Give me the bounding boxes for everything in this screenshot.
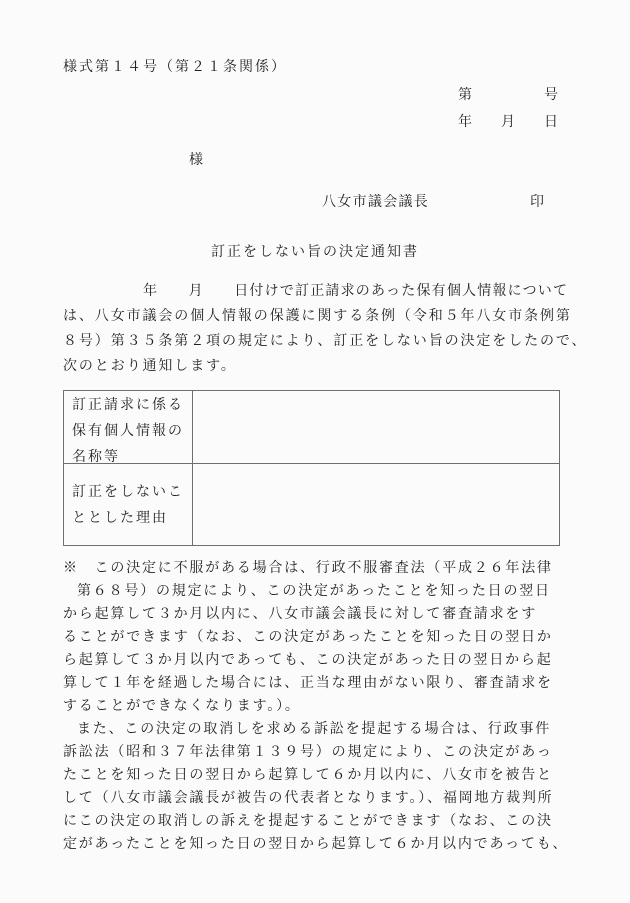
table-label-line: ととした理由 [72, 509, 168, 526]
date-year-label: 年 [458, 114, 472, 130]
document-number-line [458, 84, 558, 104]
body-line: 次のとおり通知します。 [63, 358, 237, 374]
table-value-cell-personal-info-name [193, 391, 559, 464]
note-line: 訴訟法（昭和３７年法律第１３９号）の規定により、この決定があっ [63, 744, 553, 760]
sender-title: 八女市議会議長 [322, 194, 430, 210]
document-number-prefix: 第 [458, 87, 472, 103]
note-line: することができなくなります。）。 [63, 698, 301, 714]
date-line [458, 111, 558, 131]
table-value-cell-reason [193, 464, 559, 545]
table-label-line: 名称等 [72, 449, 120, 465]
seal-placeholder: 印 [530, 194, 544, 210]
document-number-suffix: 号 [544, 87, 558, 103]
note-line: から起算して３か月以内に、八女市議会議長に対して審査請求をす [63, 606, 537, 622]
addressee-honorific: 様 [189, 152, 205, 168]
note-line: して（八女市議会議長が被告の代表者となります。）、福岡地方裁判所 [63, 790, 554, 806]
body-paragraph [63, 279, 593, 379]
table-label-line: 保有個人情報の [72, 423, 184, 439]
table-label-line: 訂正をしないこ [72, 483, 184, 500]
details-table [63, 390, 560, 546]
body-line: 年 月 日付けで訂正請求のあった保有個人情報について [143, 283, 569, 299]
note-line: ら起算して３か月以内であっても、この決定があった日の翌日から起 [63, 652, 553, 668]
body-line: ８号）第３５条第２項の規定により、訂正をしない旨の決定をしたので、 [63, 333, 588, 349]
body-line: は、八女市議会の個人情報の保護に関する条例（令和５年八女市条例第 [63, 308, 572, 324]
note-line: 算して１年を経過した場合には、正当な理由がない限り、審査請求を [63, 675, 553, 691]
date-month-label: 月 [501, 114, 515, 130]
table-label-cell-personal-info-name [64, 391, 193, 464]
table-label-line: 訂正請求に係る [72, 397, 184, 413]
note-line: また、この決定の取消しを求める訴訟を提起する場合は、行政事件 [77, 721, 551, 737]
document-title: 訂正をしない旨の決定通知書 [211, 244, 419, 260]
note-line: ※ この決定に不服がある場合は、行政不服審査法（平成２６年法律 [63, 560, 553, 576]
date-day-label: 日 [544, 114, 558, 130]
note-line: 第６８号）の規定により、この決定があったことを知った日の翌日 [77, 583, 551, 599]
note-line: ることができます（なお、この決定があったことを知った日の翌日か [63, 629, 553, 645]
note-line: 定があったことを知った日の翌日から起算して６か月以内であっても、 [63, 836, 569, 852]
form-number-label: 様式第１４号（第２１条関係） [63, 59, 287, 75]
notes-paragraph [63, 557, 603, 856]
table-label-cell-reason [64, 464, 193, 545]
note-line: にこの決定の取消しの訴えを提起することができます（なお、この決 [63, 813, 553, 829]
note-line: たことを知った日の翌日から起算して６か月以内に、八女市を被告と [63, 767, 553, 783]
